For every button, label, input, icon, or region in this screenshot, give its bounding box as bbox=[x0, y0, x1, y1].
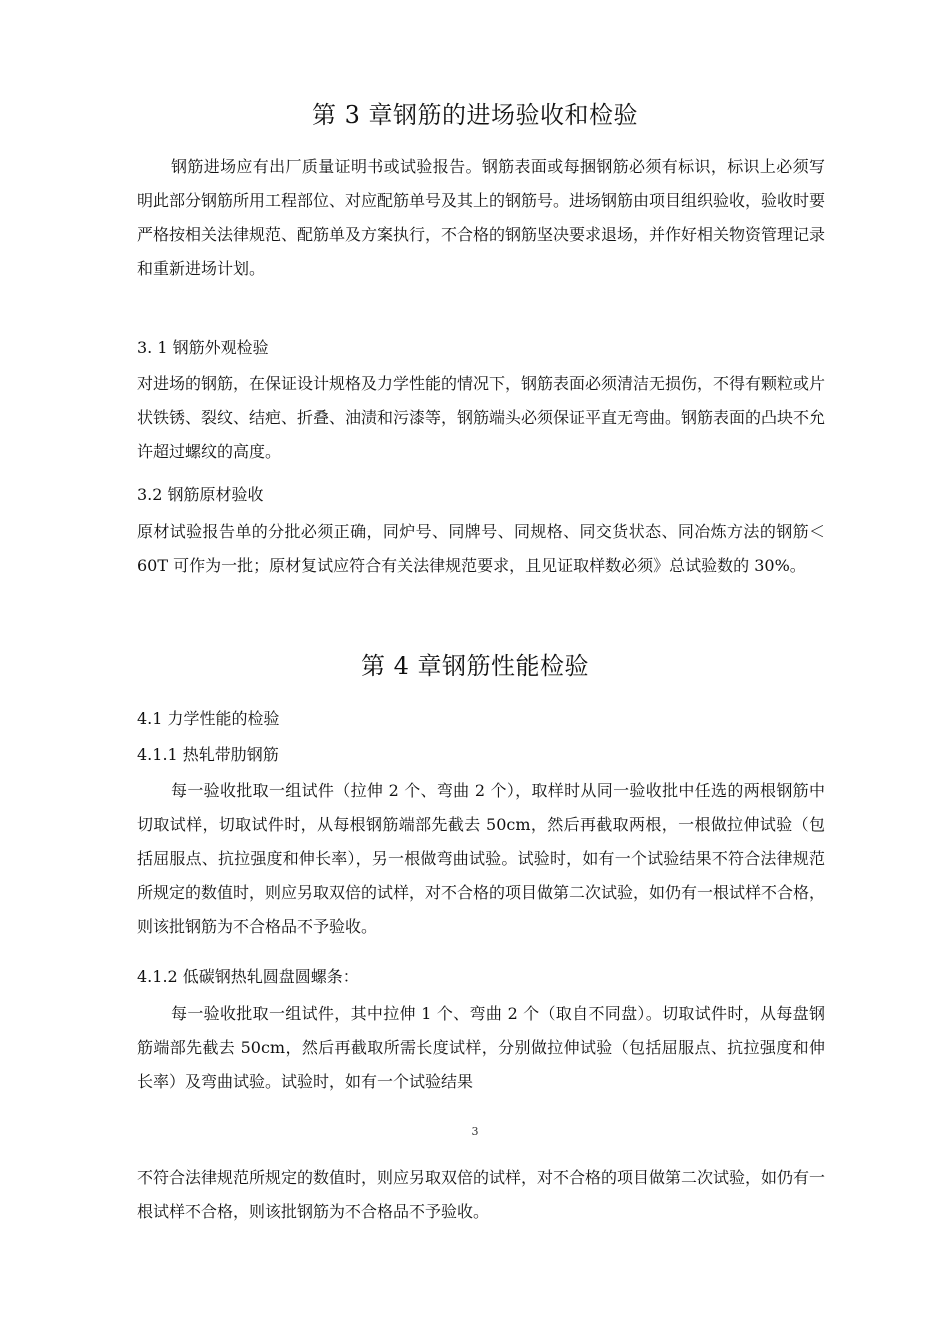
section-4-1-2-body: 每一验收批取一组试件，其中拉伸 1 个、弯曲 2 个（取自不同盘）。切取试件时，从每盘钢筋端部先截去 50cm，然后再截取所需长度试样，分别做拉伸试验（包括屈服点、抗拉强度和伸长率）及弯曲试验。试验时，如有一个试验结果 bbox=[137, 1004, 825, 1091]
section-3-1-body: 对进场的钢筋，在保证设计规格及力学性能的情况下，钢筋表面必须清洁无损伤，不得有颗粒或片状铁锈、裂纹、结疤、折叠、油渍和污漆等，钢筋端头必须保证平直无弯曲。钢筋表面的凸块不允许超过螺纹的高度。 bbox=[137, 374, 826, 461]
section-3-1-heading: 3. 1 钢筋外观检验 bbox=[137, 338, 269, 357]
chapter-3-title: 第 3 章钢筋的进场验收和检验 bbox=[311, 101, 639, 129]
page-continuation-paragraph: 不符合法律规范所规定的数值时，则应另取双倍的试样，对不合格的项目做第二次试验，如仍有一根试样不合格，则该批钢筋为不合格品不予验收。 bbox=[137, 1168, 826, 1221]
chapter-3-intro-paragraph: 钢筋进场应有出厂质量证明书或试验报告。钢筋表面或每捆钢筋必须有标识，标识上必须写明此部分钢筋所用工程部位、对应配筋单号及其上的钢筋号。进场钢筋由项目组织验收，验收时要严格按相关法律规范、配筋单及方案执行，不合格的钢筋坚决要求退场，并作好相关物资管理记录和重新进场计划。 bbox=[137, 157, 826, 278]
section-4-1-heading: 4.1 力学性能的检验 bbox=[137, 709, 280, 728]
section-4-1-2-heading: 4.1.2 低碳钢热轧圆盘圆螺条： bbox=[137, 967, 359, 986]
chapter-4-title: 第 4 章钢筋性能检验 bbox=[360, 652, 590, 680]
section-4-1-1-heading: 4.1.1 热轧带肋钢筋 bbox=[137, 745, 279, 764]
page-number: 3 bbox=[471, 1125, 479, 1138]
section-4-1-1-body: 每一验收批取一组试件（拉伸 2 个、弯曲 2 个），取样时从同一验收批中任选的两根钢筋中切取试样，切取试件时，从每根钢筋端部先截去 50cm，然后再截取两根，一根做拉伸试验（包括屈服点、抗拉强度和伸长率），另一根做弯曲试验。试验时，如有一个试验结果不符合法律规范所规定的数值时，则应另取双倍的试样，对不合格的项目做第二次试验，如仍有一根试样不合格，则该批钢筋为不合格品不予验收。 bbox=[137, 781, 826, 936]
section-3-2-heading: 3.2 钢筋原材验收 bbox=[137, 485, 264, 504]
section-3-2-body: 原材试验报告单的分批必须正确，同炉号、同牌号、同规格、同交货状态、同冶炼方法的钢筋＜60T 可作为一批；原材复试应符合有关法律规范要求，且见证取样数必须》总试验数的 30%。 bbox=[137, 522, 825, 575]
